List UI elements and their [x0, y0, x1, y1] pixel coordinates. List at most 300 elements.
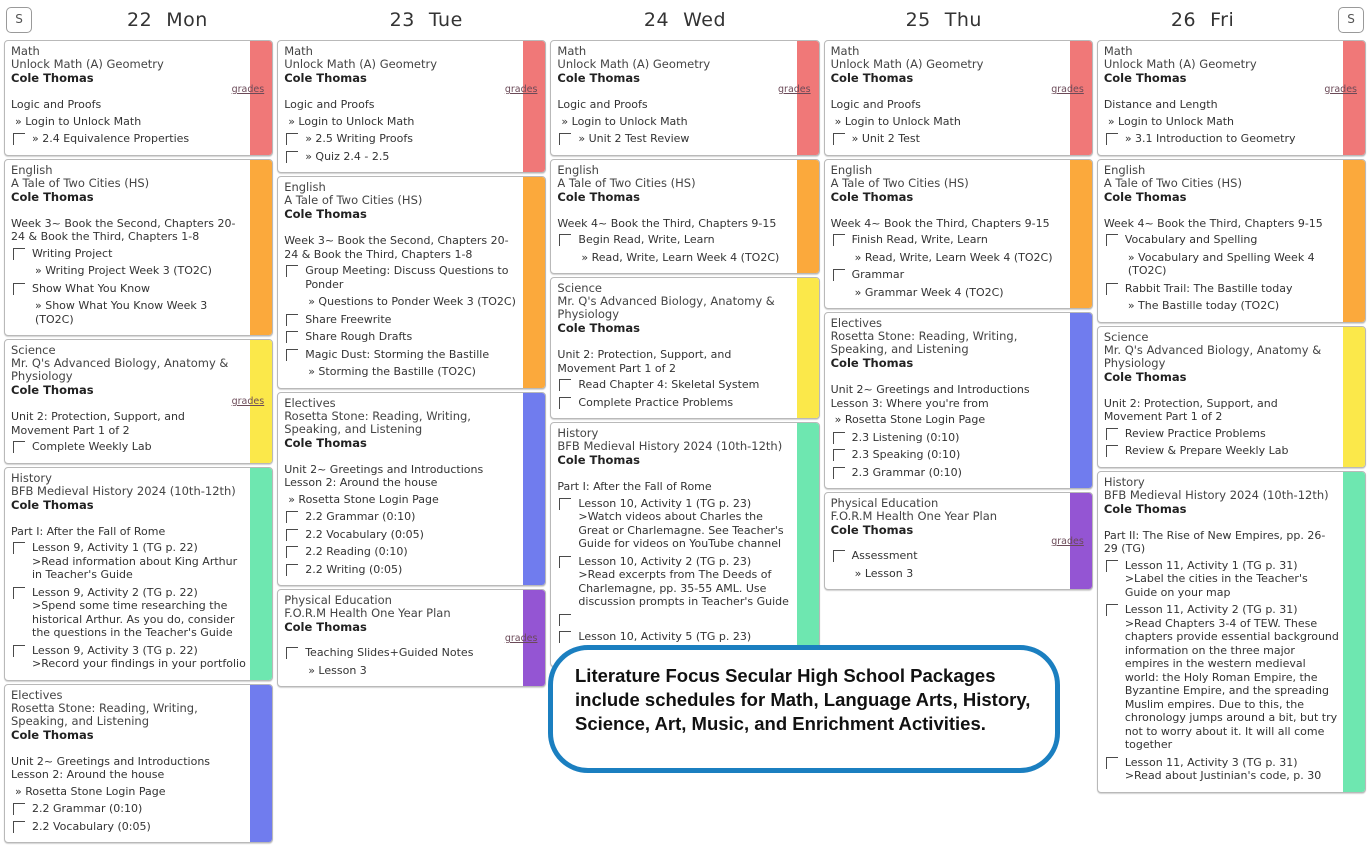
- assignment-item[interactable]: [557, 555, 792, 609]
- checkbox-icon[interactable]: [559, 498, 571, 510]
- card-course: Unlock Math (A) Geometry: [1103, 57, 1257, 71]
- assignment-item[interactable]: [831, 268, 1066, 282]
- card-note-line: Logic and Proofs: [284, 98, 375, 111]
- promo-callout: Literature Focus Secular High School Packages include schedules for Math, Language Arts, History, Science, Art, Music, and Enrichment Activities.: [548, 645, 1060, 773]
- resource-link-item[interactable]: [11, 299, 246, 326]
- assignment-list: [284, 264, 519, 379]
- card-body: [278, 590, 545, 686]
- card-note: [11, 217, 246, 244]
- checkbox-icon[interactable]: [13, 821, 25, 833]
- checkbox-icon[interactable]: [13, 441, 25, 453]
- resource-link-item[interactable]: [831, 567, 1066, 581]
- resource-link-item[interactable]: [284, 493, 519, 507]
- card-body: [5, 685, 272, 843]
- subject-card[interactable]: [824, 159, 1093, 310]
- assignment-list: [284, 493, 519, 577]
- assignment-title: 2.2 Grammar (0:10): [305, 510, 416, 523]
- assignment-title: Assessment: [851, 549, 918, 562]
- card-body: [1098, 41, 1365, 155]
- card-student: Cole Thomas: [1103, 71, 1187, 85]
- assignment-item[interactable]: [284, 510, 519, 524]
- card-body: [1098, 472, 1365, 792]
- assignment-text: [305, 348, 519, 362]
- assignment-item[interactable]: [557, 132, 792, 146]
- assignment-title: » Rosetta Stone Login Page: [15, 784, 166, 798]
- card-subject: History: [1103, 474, 1145, 489]
- assignment-title: Teaching Slides+Guided Notes: [305, 646, 474, 659]
- subject-card[interactable]: [824, 40, 1093, 156]
- card-body: [5, 468, 272, 680]
- subject-card[interactable]: [4, 684, 273, 844]
- assignment-text: [305, 510, 519, 524]
- resource-link-item[interactable]: [557, 251, 792, 265]
- card-note-line: Logic and Proofs: [557, 98, 648, 111]
- assignment-item[interactable]: [284, 313, 519, 327]
- card-note: [11, 755, 246, 782]
- assignment-item[interactable]: [831, 132, 1066, 146]
- card-course: Rosetta Stone: Reading, Writing, Speaking, and Listening: [11, 700, 198, 728]
- subject-card[interactable]: [550, 422, 819, 667]
- checkbox-icon[interactable]: [1106, 428, 1118, 440]
- assignment-text: [304, 295, 519, 309]
- resource-link-item[interactable]: [284, 295, 519, 309]
- card-body: [551, 278, 818, 418]
- checkbox-icon[interactable]: [13, 587, 25, 599]
- assignment-text: [831, 413, 1066, 427]
- assignment-title: Show What You Know: [32, 281, 150, 295]
- subject-card[interactable]: [824, 492, 1093, 590]
- assignment-list: [557, 233, 792, 264]
- card-note-line: Lesson 2: Around the house: [11, 768, 165, 781]
- card-body: [825, 493, 1092, 589]
- card-student: Cole Thomas: [11, 383, 94, 397]
- card-student: Cole Thomas: [11, 497, 94, 512]
- resource-link-item[interactable]: [284, 664, 519, 678]
- assignment-title: » Read, Write, Learn Week 4 (TO2C): [854, 250, 1053, 264]
- checkbox-icon[interactable]: [559, 614, 571, 626]
- assignment-text: [1125, 444, 1339, 458]
- card-course: Unlock Math (A) Geometry: [11, 57, 164, 71]
- subject-card[interactable]: [550, 40, 819, 156]
- grades-link[interactable]: grades: [231, 396, 265, 407]
- subject-card[interactable]: [550, 159, 819, 275]
- checkbox-icon[interactable]: [13, 248, 25, 260]
- checkbox-icon[interactable]: [1106, 445, 1118, 457]
- subject-card[interactable]: [277, 392, 546, 587]
- assignment-text: [852, 448, 1066, 462]
- assignment-item[interactable]: [831, 233, 1066, 247]
- saturday-right-button[interactable]: S: [1338, 7, 1364, 33]
- checkbox-icon[interactable]: [1106, 234, 1118, 246]
- assignment-title: » Login to Unlock Math: [1107, 114, 1234, 128]
- assignment-item[interactable]: [831, 448, 1066, 462]
- assignment-text: [851, 251, 1066, 265]
- checkbox-icon[interactable]: [286, 133, 298, 145]
- day-column: [275, 40, 548, 690]
- checkbox-icon[interactable]: [286, 529, 298, 541]
- assignment-item[interactable]: [1104, 756, 1339, 783]
- assignment-title: Complete Weekly Lab: [32, 440, 152, 453]
- assignment-text: [851, 567, 1066, 581]
- card-subject: Math: [284, 44, 313, 58]
- assignment-title: » Storming the Bastille (TO2C): [308, 365, 476, 378]
- assignment-text: [852, 233, 1066, 247]
- checkbox-icon[interactable]: [1106, 560, 1118, 572]
- checkbox-icon[interactable]: [13, 803, 25, 815]
- card-note: [1104, 217, 1339, 231]
- assignment-item[interactable]: [11, 440, 246, 454]
- checkbox-icon[interactable]: [559, 379, 571, 391]
- card-student: Cole Thomas: [830, 523, 914, 537]
- checkbox-icon[interactable]: [833, 449, 845, 461]
- assignment-title: » Lesson 3: [854, 566, 914, 580]
- assignment-item[interactable]: [11, 802, 246, 816]
- assignment-title: » Login to Unlock Math: [561, 114, 688, 128]
- card-note-line: Unit 2: Protection, Support, and Movement Part 1 of 2: [557, 348, 732, 375]
- assignment-title: » Show What You Know Week 3 (TO2C): [35, 299, 208, 326]
- assignment-item[interactable]: [1104, 444, 1339, 458]
- checkbox-icon[interactable]: [559, 133, 571, 145]
- checkbox-icon[interactable]: [13, 542, 25, 554]
- card-body: [278, 41, 545, 172]
- assignment-list: [1104, 233, 1339, 313]
- day-weekday: Fri: [1210, 9, 1235, 31]
- card-subject: Science: [557, 281, 602, 295]
- grades-link[interactable]: grades: [778, 84, 811, 95]
- assignment-item[interactable]: [284, 264, 519, 291]
- card-subject: Physical Education: [830, 496, 939, 510]
- assignment-item[interactable]: [1104, 233, 1339, 247]
- subject-card[interactable]: [4, 339, 273, 464]
- subject-card[interactable]: [277, 589, 546, 687]
- subject-card[interactable]: [1097, 471, 1366, 793]
- assignment-item[interactable]: [557, 378, 792, 392]
- saturday-left-button[interactable]: S: [6, 7, 32, 33]
- checkbox-icon[interactable]: [833, 432, 845, 444]
- resource-link-item[interactable]: [831, 413, 1066, 427]
- card-note: [831, 217, 1066, 231]
- assignment-item[interactable]: [11, 132, 246, 146]
- assignment-list: [557, 115, 792, 146]
- assignment-item[interactable]: [284, 545, 519, 559]
- assignment-title: Lesson 11, Activity 2 (TG p. 31): [1124, 603, 1298, 616]
- card-student: Cole Thomas: [284, 207, 367, 221]
- assignment-text: [32, 440, 246, 454]
- card-course: A Tale of Two Cities (HS): [557, 175, 696, 190]
- assignment-text: [852, 466, 1066, 480]
- card-student: Cole Thomas: [1103, 189, 1187, 204]
- assignment-text: [577, 251, 792, 265]
- assignment-title: Share Rough Drafts: [305, 330, 413, 343]
- subject-card[interactable]: [277, 40, 546, 173]
- card-note-line: Unit 2: Protection, Support, and Movement Part 1 of 2: [11, 410, 185, 437]
- checkbox-icon[interactable]: [286, 647, 298, 659]
- card-body: [1098, 327, 1365, 467]
- resource-link-item[interactable]: [11, 264, 246, 278]
- assignment-title: » Lesson 3: [308, 663, 367, 677]
- card-body: [278, 177, 545, 388]
- subject-card[interactable]: [550, 277, 819, 419]
- resource-link-item[interactable]: [831, 251, 1066, 265]
- assignment-item[interactable]: [284, 132, 519, 146]
- day-number: 25: [905, 9, 931, 31]
- card-course: Rosetta Stone: Reading, Writing, Speaking, and Listening: [284, 408, 471, 436]
- assignment-text: [851, 286, 1066, 300]
- subject-card[interactable]: [4, 40, 273, 156]
- assignment-title: 2.2 Vocabulary (0:05): [32, 819, 151, 833]
- card-subject: Physical Education: [284, 593, 392, 607]
- checkbox-icon[interactable]: [833, 269, 845, 281]
- assignment-title: Lesson 9, Activity 2 (TG p. 22): [32, 585, 198, 599]
- assignment-item[interactable]: [284, 348, 519, 362]
- assignment-text: [304, 365, 519, 379]
- assignment-list: [831, 115, 1066, 146]
- checkbox-icon[interactable]: [13, 133, 25, 145]
- grades-link[interactable]: grades: [1051, 84, 1084, 95]
- assignment-item[interactable]: [557, 613, 792, 626]
- day-headers: [38, 9, 1332, 31]
- resource-link-item[interactable]: [831, 115, 1066, 129]
- day-header-mon: [38, 9, 297, 31]
- assignment-item[interactable]: [11, 820, 246, 834]
- assignment-text: [305, 132, 519, 146]
- card-course: Unlock Math (A) Geometry: [284, 57, 438, 71]
- assignment-list: [1104, 427, 1339, 458]
- assignment-title: Grammar: [851, 268, 905, 281]
- card-note-line: Part II: The Rise of New Empires, pp. 26-29 (TG): [1103, 528, 1326, 555]
- assignment-text: [305, 150, 519, 164]
- subject-card[interactable]: [1097, 40, 1366, 156]
- card-body: [5, 160, 272, 336]
- checkbox-icon[interactable]: [833, 467, 845, 479]
- assignment-text: [852, 549, 1066, 563]
- assignment-text: [578, 396, 792, 410]
- card-note: [557, 480, 792, 494]
- card-note-line: Week 4~ Book the Third, Chapters 9-15: [830, 216, 1050, 230]
- grades-link[interactable]: grades: [504, 84, 538, 95]
- card-note-line: Unit 2~ Greetings and Introductions: [11, 754, 211, 768]
- assignment-list: [831, 549, 1066, 580]
- assignment-text: [31, 299, 246, 326]
- assignment-title: » Unit 2 Test: [851, 132, 920, 145]
- checkbox-icon[interactable]: [286, 511, 298, 523]
- checkbox-icon[interactable]: [286, 331, 298, 343]
- card-course: Rosetta Stone: Reading, Writing, Speaking, and Listening: [830, 329, 1018, 356]
- assignment-list: [831, 233, 1066, 299]
- assignment-detail: >Spend some time researching the historical Arthur. As you do, consider the questions in the Teacher's Guide: [32, 599, 235, 639]
- assignment-item[interactable]: [1104, 132, 1339, 146]
- checkbox-icon[interactable]: [13, 283, 25, 295]
- card-course: Unlock Math (A) Geometry: [830, 57, 984, 71]
- card-note: [284, 234, 519, 261]
- day-header-wed: [556, 9, 815, 31]
- assignment-item[interactable]: [831, 549, 1066, 563]
- resource-link-item[interactable]: [11, 115, 246, 129]
- assignment-detail: >Watch videos about Charles the Great or Charlemagne. See Teacher's Guide for videos on YouTube channel: [578, 510, 784, 550]
- assignment-item[interactable]: [11, 282, 246, 296]
- assignment-title: 2.2 Vocabulary (0:05): [305, 527, 424, 541]
- subject-card[interactable]: [4, 159, 273, 337]
- grades-link[interactable]: grades: [504, 633, 538, 644]
- card-subject: English: [11, 162, 53, 177]
- card-course: Mr. Q's Advanced Biology, Anatomy & Physiology: [1103, 342, 1322, 370]
- resource-link-item[interactable]: [11, 785, 246, 799]
- assignment-title: Begin Read, Write, Learn: [578, 233, 715, 246]
- assignment-detail: >Read excerpts from The Deeds of Charlemagne, pp. 35-55 AML. Use discussion prompts in Teacher's Guide: [578, 568, 789, 608]
- card-spacer: [557, 335, 792, 344]
- card-subject: Science: [1103, 329, 1149, 344]
- card-note: [11, 98, 246, 112]
- assignment-title: Magic Dust: Storming the Bastille: [305, 347, 490, 361]
- checkbox-icon[interactable]: [13, 645, 25, 657]
- assignment-text: [32, 247, 246, 261]
- assignment-list: [11, 115, 246, 146]
- checkbox-icon[interactable]: [833, 550, 845, 562]
- assignment-item[interactable]: [1104, 282, 1339, 296]
- assignment-title: » Vocabulary and Spelling Week 4 (TO2C): [1127, 250, 1315, 277]
- checkbox-icon[interactable]: [833, 133, 845, 145]
- assignment-item[interactable]: [557, 396, 792, 410]
- grades-link[interactable]: grades: [1324, 84, 1358, 95]
- resource-link-item[interactable]: [557, 115, 792, 129]
- assignment-title: Lesson 10, Activity 5 (TG p. 23): [578, 629, 752, 643]
- assignment-item[interactable]: [284, 528, 519, 542]
- card-body: [1098, 160, 1365, 322]
- assignment-title: » Login to Unlock Math: [15, 114, 142, 128]
- assignment-title: Review & Prepare Weekly Lab: [1124, 444, 1289, 457]
- day-column: [548, 40, 821, 670]
- checkbox-icon[interactable]: [286, 546, 298, 558]
- card-note-line: Unit 2~ Greetings and Introductions: [830, 383, 1030, 396]
- grades-link[interactable]: grades: [1051, 536, 1084, 547]
- subject-card[interactable]: [824, 312, 1093, 489]
- assignment-item[interactable]: [831, 466, 1066, 480]
- assignment-text: [32, 644, 246, 671]
- grades-link[interactable]: grades: [231, 84, 265, 95]
- card-note: [557, 348, 792, 375]
- card-note-line: Lesson 3: Where you're from: [830, 396, 989, 410]
- assignment-item[interactable]: [1104, 603, 1339, 752]
- assignment-title: Group Meeting: Discuss Questions to Ponder: [305, 264, 509, 291]
- day-column: [822, 40, 1095, 593]
- checkbox-icon[interactable]: [286, 265, 298, 277]
- card-student: Cole Thomas: [284, 435, 367, 450]
- assignment-item[interactable]: [284, 646, 519, 660]
- checkbox-icon[interactable]: [1106, 283, 1118, 295]
- subject-card[interactable]: [4, 467, 273, 681]
- assignment-item[interactable]: [1104, 427, 1339, 441]
- assignment-item[interactable]: [557, 497, 792, 551]
- assignment-item[interactable]: [11, 247, 246, 261]
- subject-card[interactable]: [277, 176, 546, 389]
- assignment-item[interactable]: [1104, 559, 1339, 600]
- assignment-text: [32, 132, 246, 146]
- checkbox-icon[interactable]: [1106, 757, 1118, 769]
- assignment-item[interactable]: [557, 233, 792, 247]
- assignment-text: [1124, 251, 1339, 278]
- assignment-text: [557, 115, 792, 129]
- assignment-text: [852, 132, 1066, 146]
- card-student: Cole Thomas: [1103, 369, 1187, 384]
- checkbox-icon[interactable]: [559, 556, 571, 568]
- card-note-line: Week 3~ Book the Second, Chapters 20-24 & Book the Third, Chapters 1-8: [284, 234, 509, 261]
- checkbox-icon[interactable]: [559, 397, 571, 409]
- resource-link-item[interactable]: [1104, 115, 1339, 129]
- card-course: F.O.R.M Health One Year Plan: [284, 606, 451, 620]
- card-student: Cole Thomas: [284, 71, 367, 85]
- resource-link-item[interactable]: [284, 115, 519, 129]
- card-spacer: [831, 204, 1066, 213]
- card-spacer: [11, 204, 246, 213]
- checkbox-icon[interactable]: [1106, 604, 1118, 616]
- assignment-item[interactable]: [284, 150, 519, 164]
- assignment-item[interactable]: [11, 586, 246, 640]
- day-column: [1095, 40, 1368, 796]
- card-note-line: Part I: After the Fall of Rome: [557, 480, 712, 493]
- assignment-list: [284, 646, 519, 677]
- assignment-text: [578, 378, 792, 392]
- assignment-title: » 3.1 Introduction to Geometry: [1124, 132, 1296, 145]
- card-subject: English: [284, 180, 326, 194]
- checkbox-icon[interactable]: [559, 631, 571, 643]
- card-subject: English: [830, 162, 873, 177]
- assignment-text: [11, 115, 246, 129]
- assignment-item[interactable]: [11, 644, 246, 671]
- assignment-title: Finish Read, Write, Learn: [851, 233, 988, 246]
- assignment-item[interactable]: [284, 563, 519, 577]
- day-number: 26: [1170, 9, 1197, 31]
- assignment-title: » Questions to Ponder Week 3 (TO2C): [308, 295, 516, 308]
- checkbox-icon[interactable]: [286, 151, 298, 163]
- assignment-title: » Unit 2 Test Review: [578, 132, 690, 145]
- resource-link-item[interactable]: [831, 286, 1066, 300]
- assignment-text: [1125, 132, 1339, 146]
- assignment-item[interactable]: [11, 541, 246, 582]
- assignment-title: » Read, Write, Learn Week 4 (TO2C): [581, 250, 780, 264]
- assignment-text: [32, 802, 246, 816]
- assignment-item[interactable]: [284, 330, 519, 344]
- assignment-title: » The Bastille today (TO2C): [1127, 299, 1280, 312]
- resource-link-item[interactable]: [284, 365, 519, 379]
- assignment-text: [32, 541, 246, 582]
- assignment-title: 2.2 Writing (0:05): [305, 562, 403, 576]
- card-course: BFB Medieval History 2024 (10th-12th): [557, 439, 783, 453]
- assignment-list: [831, 413, 1066, 479]
- assignment-item[interactable]: [831, 431, 1066, 445]
- checkbox-icon[interactable]: [286, 314, 298, 326]
- card-course: Mr. Q's Advanced Biology, Anatomy & Physiology: [557, 294, 775, 321]
- card-note-line: Unit 2: Protection, Support, and Movement Part 1 of 2: [1103, 396, 1278, 423]
- checkbox-icon[interactable]: [286, 349, 298, 361]
- checkbox-icon[interactable]: [1106, 133, 1118, 145]
- checkbox-icon[interactable]: [286, 564, 298, 576]
- subject-card[interactable]: [1097, 326, 1366, 468]
- resource-link-item[interactable]: [1104, 251, 1339, 278]
- card-student: Cole Thomas: [830, 189, 914, 204]
- checkbox-icon[interactable]: [833, 234, 845, 246]
- card-note-line: Lesson 2: Around the house: [284, 476, 438, 489]
- card-student: Cole Thomas: [557, 453, 641, 467]
- checkbox-icon[interactable]: [559, 234, 571, 246]
- card-body: [825, 160, 1092, 309]
- subject-card[interactable]: [1097, 159, 1366, 323]
- day-number: 24: [643, 9, 670, 31]
- assignment-detail: >Read about Justinian's code, p. 30: [1124, 769, 1322, 782]
- assignment-text: [1125, 559, 1339, 600]
- resource-link-item[interactable]: [1104, 299, 1339, 313]
- assignment-text: [1104, 115, 1339, 129]
- assignment-text: [284, 493, 519, 507]
